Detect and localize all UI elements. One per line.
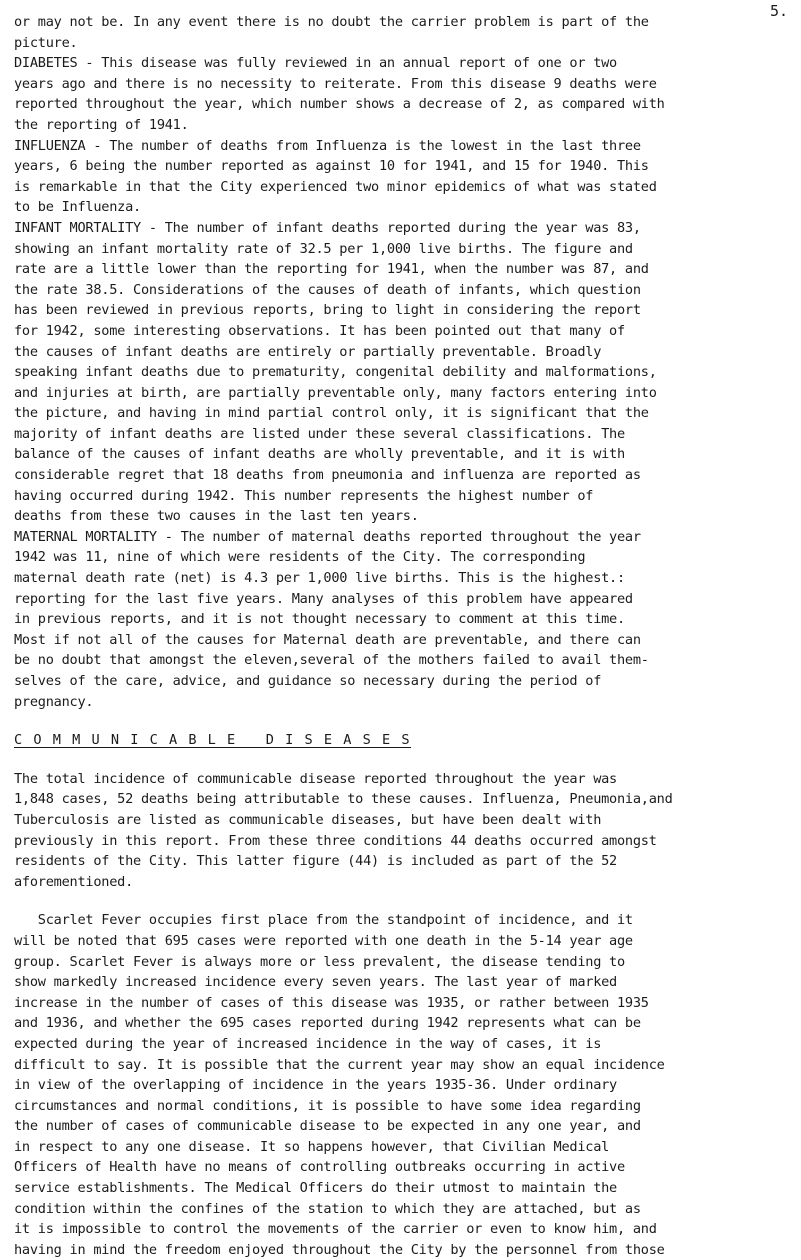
- text-line: reported throughout the year, which number shows a decrease of 2, as compared with: [14, 96, 665, 113]
- text-line: INFANT MORTALITY - The number of infant deaths reported during the year was 83,: [14, 219, 641, 236]
- text-line: condition within the confines of the station to which they are attached, but as: [14, 1200, 641, 1217]
- text-line: [14, 892, 799, 910]
- text-line: selves of the care, advice, and guidance so necessary during the period of: [14, 673, 602, 689]
- text-line: balance of the causes of infant deaths are wholly preventable, and it is with: [14, 446, 625, 463]
- text-line: the causes of infant deaths are entirely or partially preventable. Broadly: [14, 343, 602, 360]
- text-line: having occurred during 1942. This number represents the highest number of: [14, 487, 594, 504]
- text-line: difficult to say. It is possible that the current year may show an equal incidence: [14, 1056, 665, 1073]
- text-line: and 1936, and whether the 695 cases reported during 1942 represents what can be: [14, 1015, 641, 1032]
- document-body: [14, 12, 799, 1260]
- text-line: [14, 751, 799, 769]
- text-line: the reporting of 1941.: [14, 116, 189, 133]
- text-line: pregnancy.: [14, 693, 94, 710]
- text-line: expected during the year of increased incidence in the way of cases, it is: [14, 1035, 602, 1052]
- text-line: majority of infant deaths are listed under these several classifications. The: [14, 425, 625, 442]
- text-line: it is impossible to control the movements of the carrier or even to know him, and: [14, 1221, 657, 1238]
- text-line: rate are a little lower than the reporting for 1941, when the number was 87, and: [14, 261, 649, 278]
- text-line: and injuries at birth, are partially preventable only, many factors entering into: [14, 384, 657, 401]
- text-line: [14, 712, 799, 730]
- text-line: in view of the overlapping of incidence in the years 1935-36. Under ordinary: [14, 1077, 617, 1094]
- text-line: aforementioned.: [14, 873, 134, 890]
- text-line: is remarkable in that the City experienced two minor epidemics of what was stated: [14, 178, 657, 195]
- text-line: previously in this report. From these three conditions 44 deaths occurred amongst: [14, 832, 657, 849]
- text-line: showing an infant mortality rate of 32.5 per 1,000 live births. The figure and: [14, 240, 633, 257]
- text-line: increase in the number of cases of this disease was 1935, or rather between 1935: [14, 994, 649, 1011]
- text-line: having in mind the freedom enjoyed throughout the City by the personnel from those: [14, 1241, 665, 1258]
- text-line: circumstances and normal conditions, it is possible to have some idea regarding: [14, 1097, 641, 1114]
- text-line: reporting for the last five years. Many analyses of this problem have appeared: [14, 590, 633, 607]
- text-line: in respect to any one disease. It so happens however, that Civilian Medical: [14, 1138, 610, 1155]
- text-line: Tuberculosis are listed as communicable diseases, but have been dealt with: [14, 811, 602, 828]
- text-line: residents of the City. This latter figure (44) is included as part of the 52: [14, 853, 617, 870]
- text-line: 1942 was 11, nine of which were residents of the City. The corresponding: [14, 549, 586, 566]
- page-number: 5.: [770, 2, 789, 20]
- text-line: will be noted that 695 cases were reported with one death in the 5-14 year age: [14, 932, 633, 949]
- text-line: 1,848 cases, 52 deaths being attributable to these causes. Influenza, Pneumonia,and: [14, 791, 673, 808]
- section-heading: C O M M U N I C A B L E D I S E A S E S: [14, 732, 412, 749]
- text-line: or may not be. In any event there is no doubt the carrier problem is part of the: [14, 14, 649, 30]
- text-line: group. Scarlet Fever is always more or less prevalent, the disease tending to: [14, 953, 625, 970]
- text-line: in previous reports, and it is not thought necessary to comment at this time.: [14, 611, 625, 628]
- text-line: service establishments. The Medical Officers do their utmost to maintain the: [14, 1180, 617, 1197]
- text-line: show markedly increased incidence every seven years. The last year of marked: [14, 974, 617, 991]
- text-line: the number of cases of communicable disease to be expected in any one year, and: [14, 1118, 641, 1135]
- text-line: the picture, and having in mind partial control only, it is significant that the: [14, 405, 649, 422]
- text-line: has been reviewed in previous reports, bring to light in considering the report: [14, 302, 641, 319]
- text-line: MATERNAL MORTALITY - The number of maternal deaths reported throughout the year: [14, 528, 641, 545]
- text-line: Officers of Health have no means of controlling outbreaks occurring in active: [14, 1159, 625, 1176]
- text-line: INFLUENZA - The number of deaths from Influenza is the lowest in the last three: [14, 137, 641, 154]
- text-line: to be Influenza.: [14, 199, 141, 216]
- text-line: considerable regret that 18 deaths from pneumonia and influenza are reported as: [14, 467, 641, 484]
- text-line: Scarlet Fever occupies first place from the standpoint of incidence, and it: [14, 912, 633, 929]
- text-line: years, 6 being the number reported as against 10 for 1941, and 15 for 1940. This: [14, 158, 649, 175]
- text-line: deaths from these two causes in the last ten years.: [14, 508, 419, 525]
- text-line: The total incidence of communicable disease reported throughout the year was: [14, 770, 617, 787]
- text-line: Most if not all of the causes for Maternal death are preventable, and there can: [14, 631, 641, 648]
- text-line: DIABETES - This disease was fully reviewed in an annual report of one or two: [14, 55, 617, 72]
- text-line: maternal death rate (net) is 4.3 per 1,000 live births. This is the highest.:: [14, 570, 625, 587]
- text-line: picture.: [14, 34, 78, 51]
- text-line: be no doubt that amongst the eleven,several of the mothers failed to avail them-: [14, 652, 649, 669]
- text-line: speaking infant deaths due to prematurity, congenital debility and malformations,: [14, 364, 657, 381]
- text-line: years ago and there is no necessity to reiterate. From this disease 9 deaths were: [14, 75, 657, 92]
- text-line: for 1942, some interesting observations. It has been pointed out that many of: [14, 322, 625, 339]
- text-line: the rate 38.5. Considerations of the causes of death of infants, which question: [14, 281, 641, 298]
